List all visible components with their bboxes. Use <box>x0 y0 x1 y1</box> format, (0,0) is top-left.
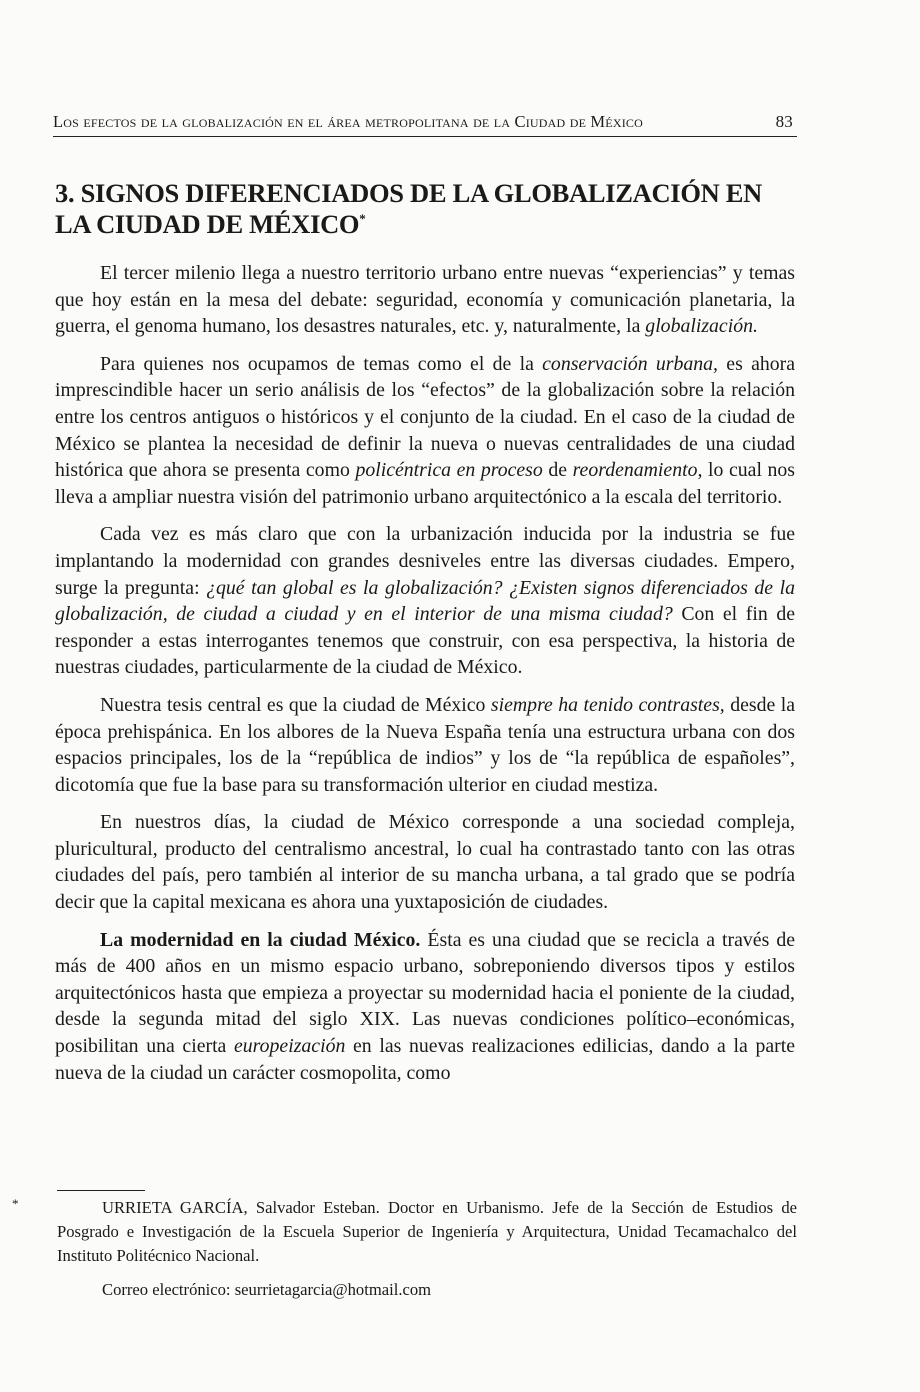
footnote-divider <box>57 1190 145 1191</box>
page-number: 83 <box>775 112 793 131</box>
p2-italic-3: reordenamiento, <box>572 459 703 482</box>
p1-text-1: El tercer milenio llega a nuestro territorio urbano entre nuevas “experiencias” y temas que hoy están en la mesa del debate: seguridad, economía y comunicación planetaria, la guerra, el genoma humano, los desastres naturales, etc. y, naturalmente, la <box>55 262 795 338</box>
p4-italic-1: siempre ha tenido contrastes, <box>490 693 725 716</box>
p2-text-1: Para quienes nos ocupamos de temas como el de la <box>100 352 543 375</box>
footnote-email-text: Correo electrónico: seurrietagarcia@hotmail.com <box>102 1280 432 1299</box>
p2-text-2: es ahora imprescindible hacer un serio análisis de los “efectos” de la globalización sobre la relación entre los centros antiguos o históricos y el conjunto de la ciudad. En el caso de la ciudad de México se plantea la necesidad de definir la nueva o nuevas centralidades de una ciudad histórica que ahora se presenta como <box>55 352 796 482</box>
p4-text-2: desde la época prehispánica. En los albores de la Nueva España tenía una estructura urbana con dos espacios principales, los de la “república de indios” y los de “la república de españoles”, dicotomía que fue la base para su transformación ulterior en ciudad mestiza. <box>55 693 796 796</box>
p3-text-2: Con el fin de responder a estas interrogantes tenemos que construir, con esa perspectiva, la historia de nuestras ciudades, particularmente de la ciudad de México. <box>55 603 795 679</box>
p6-text-1: Ésta es una ciudad que se recicla a través de más de 400 años en un mismo espacio urbano, sobreponiendo diversos tipos y estilos arquitectónicos hasta que empieza a proyectar su modernidad hacia el poniente de la ciudad, desde la segunda mitad del siglo XIX. Las nuevas condiciones político–económicas, posibilitan una cierta <box>55 928 795 1058</box>
footnotes <box>12 1196 797 1312</box>
footnote-author <box>12 1196 797 1268</box>
p2-italic-2: policéntrica en proceso <box>355 459 543 482</box>
paragraph-5 <box>55 809 795 915</box>
paragraph-1 <box>55 260 795 340</box>
footnote-email <box>57 1278 797 1302</box>
footnote-text: URRIETA GARCÍA, Salvador Esteban. Doctor en Urbanismo. Jefe de la Sección de Estudios de Posgrado e Investigación de la Escuela Superior de Ingeniería y Arquitectura, Unidad Tecamachalco del Instituto Politécnico Nacional. <box>57 1198 797 1265</box>
footnote-marker: * <box>12 1196 19 1211</box>
p3-text-1: Cada vez es más claro que con la urbanización inducida por la industria se fue implantando la modernidad con grandes desniveles entre las diversas ciudades. Empero, surge la pregunta: <box>55 523 795 599</box>
p6-text-2: en las nuevas realizaciones edilicias, dando a la parte nueva de la ciudad un carácter cosmopolita, como <box>55 1035 795 1084</box>
p4-text-1: Nuestra tesis central es que la ciudad de México <box>100 693 491 716</box>
paragraph-2 <box>55 351 795 511</box>
p3-italic-1: ¿qué tan global es la globalización? ¿Existen signos diferenciados de la globalización, de ciudad a ciudad y en el interior de una misma ciudad? <box>55 576 795 626</box>
section-title <box>55 178 795 240</box>
paragraph-6 <box>55 927 795 1087</box>
p6-bold-lead: La modernidad en la ciudad México. <box>100 928 421 951</box>
p2-text-3: de <box>542 459 573 482</box>
p2-text-4: lo cual nos lleva a ampliar nuestra visión del patrimonio urbano arquitectónico a la escala del territorio. <box>55 459 795 508</box>
p5-text-1: En nuestros días, la ciudad de México corresponde a una sociedad compleja, pluricultural, producto del centralismo ancestral, lo cual ha contrastado tanto con las otras ciudades del país, pero también al interior de su mancha urbana, a tal grado que se podría decir que la capital mexicana es ahora una yuxtaposición de ciudades. <box>55 811 795 914</box>
paragraph-3 <box>55 521 795 681</box>
p1-italic-1: globalización. <box>645 315 758 338</box>
paragraph-4 <box>55 692 795 798</box>
section-footnote-marker: * <box>359 211 366 227</box>
running-header <box>53 112 797 137</box>
section-title-text: 3. SIGNOS DIFERENCIADOS DE LA GLOBALIZACIÓN EN LA CIUDAD DE MÉXICO <box>55 178 763 239</box>
running-title: Los efectos de la globalización en el área metropolitana de la Ciudad de México <box>53 112 643 131</box>
p2-italic-1: conservación urbana, <box>542 352 719 375</box>
p6-italic-1: europeización <box>234 1035 346 1058</box>
main-content <box>55 178 795 1097</box>
